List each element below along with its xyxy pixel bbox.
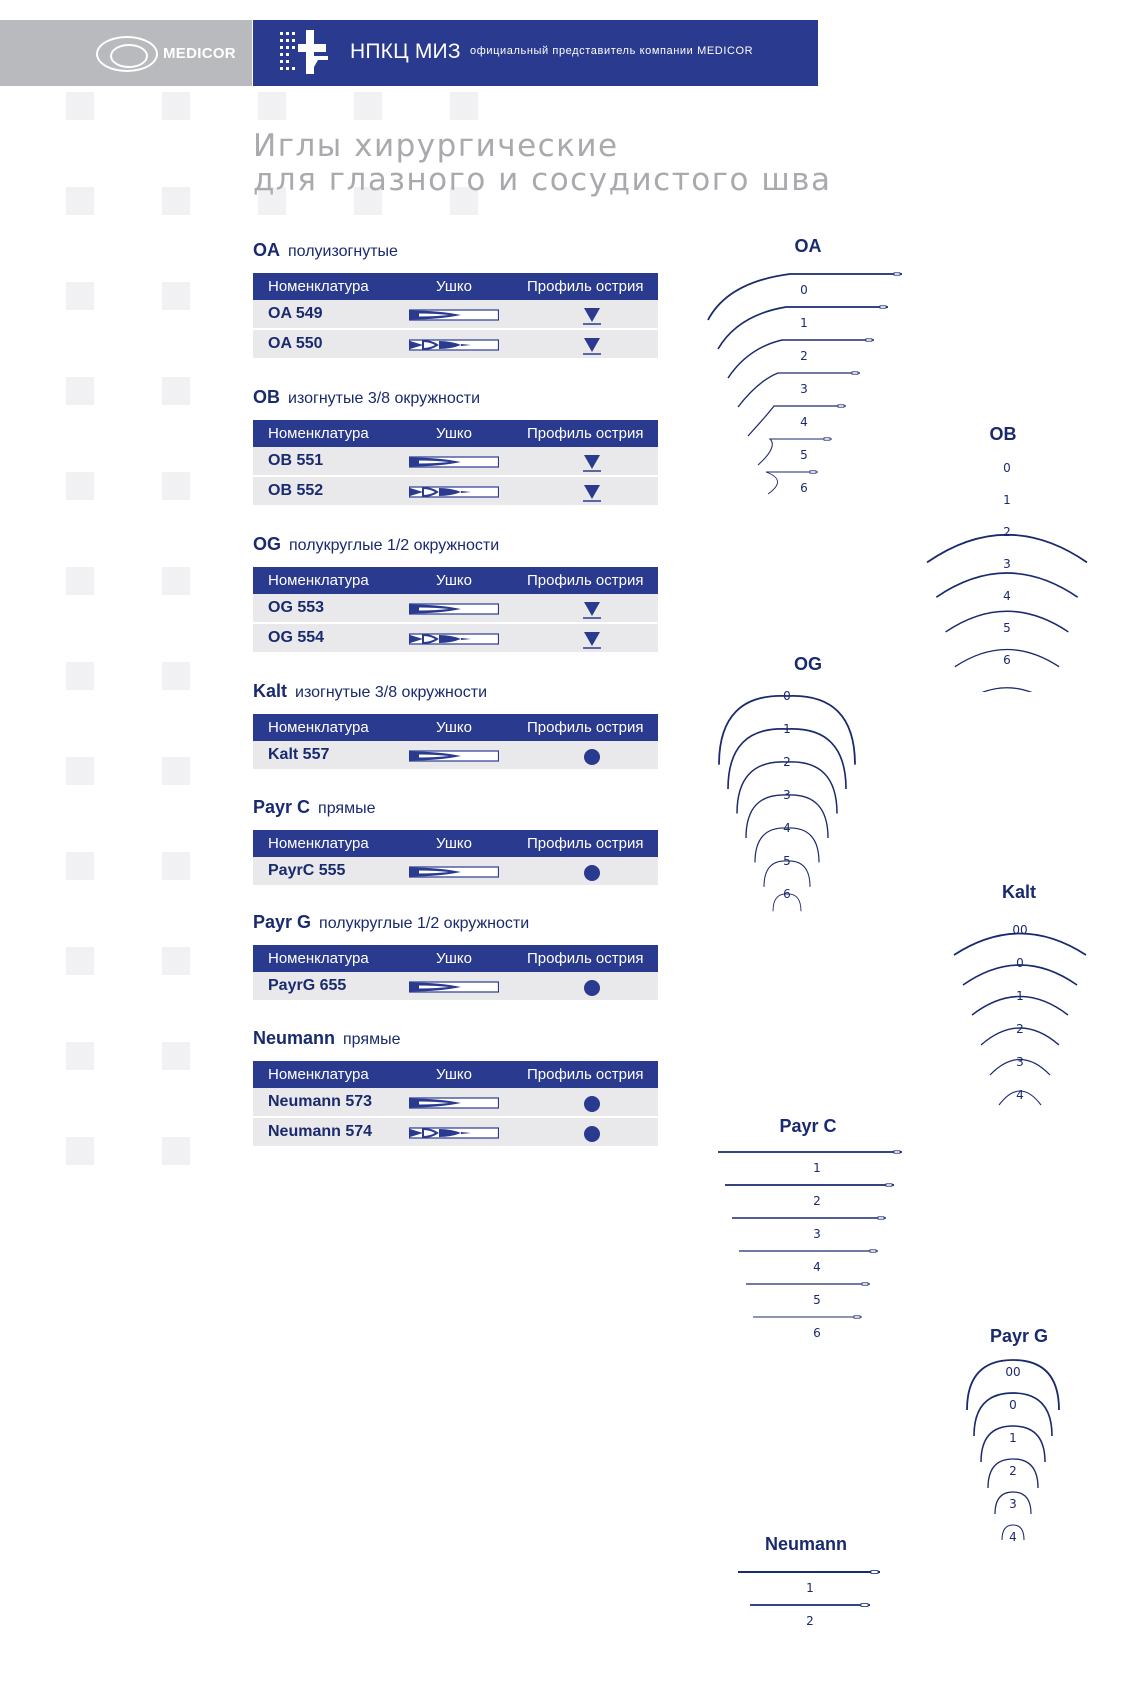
needle-eye — [810, 471, 816, 473]
kalt-needle-drawing — [940, 910, 1100, 1110]
background-square — [162, 852, 190, 880]
needle-curve — [766, 472, 818, 494]
triangle-profile-icon — [583, 454, 601, 472]
background-square — [354, 92, 382, 120]
kalt-needle-title: Kalt — [1001, 882, 1036, 902]
needle-size-label: 1 — [813, 1161, 821, 1175]
triangle-profile-icon — [583, 307, 601, 325]
needle-size-label: 3 — [800, 382, 808, 396]
background-square — [162, 187, 190, 215]
background-square — [66, 92, 94, 120]
needle-size-label: 4 — [1009, 1530, 1017, 1544]
needle-eye — [852, 372, 858, 374]
section-heading — [253, 681, 487, 702]
needle-size-label: 4 — [1016, 1088, 1024, 1102]
section-heading — [253, 797, 376, 818]
needle-eye — [861, 1604, 868, 1607]
table-header — [253, 420, 658, 447]
section-description: прямые — [343, 1031, 401, 1048]
table-header — [253, 1061, 658, 1088]
needle-table — [253, 567, 658, 654]
round-profile-icon — [583, 1095, 601, 1113]
section-heading — [253, 387, 480, 408]
closed-eye-icon — [409, 602, 499, 616]
background-square — [66, 377, 94, 405]
needle-size-label: 00 — [1005, 1365, 1021, 1379]
background-square — [162, 282, 190, 310]
needle-table — [253, 1061, 658, 1148]
round-profile-icon — [583, 979, 601, 997]
background-square — [66, 1137, 94, 1165]
needle-size-label: 6 — [783, 887, 791, 901]
needle-curve — [748, 406, 846, 436]
triangle-profile-icon — [583, 337, 601, 355]
column-header: Профиль острия — [527, 425, 644, 442]
oa-needle-title: OA — [794, 236, 822, 256]
closed-eye-icon — [409, 980, 499, 994]
table-row — [253, 330, 658, 360]
needle-size-label: 6 — [1003, 653, 1011, 667]
section-code: Neumann — [253, 1028, 336, 1048]
needle-size-label: 5 — [783, 854, 791, 868]
needle-eye — [854, 1316, 860, 1318]
background-square — [66, 472, 94, 500]
table-header — [253, 830, 658, 857]
needle-size-label: 1 — [806, 1581, 814, 1595]
payrg-needle-title: Payr G — [989, 1326, 1049, 1346]
background-square — [162, 377, 190, 405]
column-header: Ушко — [436, 950, 472, 967]
table-row — [253, 1088, 658, 1118]
neumann-needle-title: Neumann — [764, 1534, 847, 1554]
closed-eye-icon — [409, 865, 499, 879]
column-header: Ушко — [436, 835, 472, 852]
needle-size-label: 5 — [800, 448, 808, 462]
column-header: Ушко — [436, 719, 472, 736]
needle-eye — [871, 1571, 878, 1574]
background-square — [66, 282, 94, 310]
needle-size-label: 3 — [813, 1227, 821, 1241]
column-header: Номенклатура — [268, 835, 369, 852]
product-name: PayrG 655 — [268, 977, 347, 994]
column-header: Профиль острия — [527, 950, 644, 967]
column-header: Ушко — [436, 1066, 472, 1083]
section-code: OG — [253, 534, 282, 554]
product-name: OG 553 — [268, 599, 325, 616]
product-name: Kalt 557 — [268, 746, 330, 763]
section-heading — [253, 534, 499, 555]
needle-size-label: 0 — [1009, 1398, 1017, 1412]
background-square — [258, 92, 286, 120]
column-header: Ушко — [436, 278, 472, 295]
table-row — [253, 1118, 658, 1148]
section-heading — [253, 912, 529, 933]
needle-eye — [880, 306, 886, 308]
background-square — [66, 947, 94, 975]
column-header: Профиль острия — [527, 572, 644, 589]
needle-size-label: 3 — [1003, 557, 1011, 571]
product-name: OB 551 — [268, 452, 324, 469]
needle-eye — [824, 438, 830, 440]
needle-table — [253, 273, 658, 360]
background-square — [66, 187, 94, 215]
background-square — [162, 947, 190, 975]
section-description: изогнутые 3/8 окружности — [295, 684, 488, 701]
needle-size-label: 2 — [1009, 1464, 1017, 1478]
section-code: OB — [253, 387, 280, 407]
section-description: полуизогнутые — [288, 243, 398, 260]
needle-size-label: 4 — [800, 415, 808, 429]
org-subtitle: официальный представитель компании MEDICOR — [470, 45, 754, 57]
oa-needle-drawing — [700, 262, 910, 502]
page-title-line1: Иглы хирургические — [253, 128, 619, 164]
closed-eye-icon — [409, 749, 499, 763]
table-row — [253, 594, 658, 624]
product-name: OB 552 — [268, 482, 324, 499]
needle-size-label: 1 — [783, 722, 791, 736]
needle-size-label: 4 — [1003, 589, 1011, 603]
round-profile-icon — [583, 748, 601, 766]
needle-size-label: 00 — [1012, 923, 1028, 937]
table-row — [253, 624, 658, 654]
needle-eye — [894, 1151, 900, 1153]
page-title-line2: для глазного и сосудистого шва — [253, 162, 832, 198]
triangle-profile-icon — [583, 484, 601, 502]
table-header — [253, 945, 658, 972]
column-header: Профиль острия — [527, 1066, 644, 1083]
product-name: OA 550 — [268, 335, 323, 352]
column-header: Профиль острия — [527, 719, 644, 736]
needle-table — [253, 714, 658, 771]
needle-size-label: 6 — [813, 1326, 821, 1340]
table-row — [253, 972, 658, 1002]
needle-size-label: 3 — [783, 788, 791, 802]
needle-size-label: 1 — [800, 316, 808, 330]
needle-size-label: 0 — [800, 283, 808, 297]
background-square — [162, 472, 190, 500]
column-header: Профиль острия — [527, 278, 644, 295]
triangle-profile-icon — [583, 601, 601, 619]
needle-size-label: 1 — [1003, 493, 1011, 507]
needle-curve — [964, 688, 1050, 692]
section-code: Kalt — [253, 681, 288, 701]
background-square — [162, 757, 190, 785]
round-profile-icon — [583, 864, 601, 882]
needle-size-label: 4 — [813, 1260, 821, 1274]
needle-eye — [878, 1217, 884, 1219]
needle-size-label: 0 — [1016, 956, 1024, 970]
background-square — [450, 92, 478, 120]
section-code: Payr G — [253, 912, 312, 932]
needle-size-label: 2 — [1016, 1022, 1024, 1036]
spring-eye-icon — [409, 338, 499, 352]
section-heading — [253, 1028, 400, 1049]
product-name: Neumann 574 — [268, 1123, 373, 1140]
needle-eye — [862, 1283, 868, 1285]
needle-size-label: 4 — [783, 821, 791, 835]
needle-size-label: 2 — [800, 349, 808, 363]
column-header: Номенклатура — [268, 1066, 369, 1083]
needle-size-label: 6 — [800, 481, 808, 495]
ob-needle-title: OB — [989, 424, 1017, 444]
ob-needle-drawing — [920, 452, 1100, 692]
og-needle-drawing — [710, 682, 870, 912]
og-needle-title: OG — [793, 654, 822, 674]
column-header: Номенклатура — [268, 950, 369, 967]
product-name: PayrC 555 — [268, 862, 346, 879]
needle-size-label: 3 — [1016, 1055, 1024, 1069]
section-code: OA — [253, 240, 280, 260]
needle-curve — [758, 439, 832, 465]
background-square — [66, 567, 94, 595]
background-square — [66, 757, 94, 785]
needle-size-label: 3 — [1009, 1497, 1017, 1511]
spring-eye-icon — [409, 485, 499, 499]
needle-table — [253, 830, 658, 887]
closed-eye-icon — [409, 455, 499, 469]
needle-size-label: 0 — [783, 689, 791, 703]
round-profile-icon — [583, 1125, 601, 1143]
needle-size-label: 5 — [813, 1293, 821, 1307]
product-name: Neumann 573 — [268, 1093, 373, 1110]
needle-size-label: 2 — [813, 1194, 821, 1208]
spring-eye-icon — [409, 632, 499, 646]
column-header: Номенклатура — [268, 278, 369, 295]
section-description: изогнутые 3/8 окружности — [288, 390, 481, 407]
needle-size-label: 2 — [783, 755, 791, 769]
column-header: Номенклатура — [268, 572, 369, 589]
needle-eye — [894, 273, 900, 275]
needle-eye — [886, 1184, 892, 1186]
needle-size-label: 0 — [1003, 461, 1011, 475]
needle-curve — [738, 373, 860, 407]
background-square — [66, 1042, 94, 1070]
column-header: Номенклатура — [268, 425, 369, 442]
background-square — [66, 662, 94, 690]
table-row — [253, 857, 658, 887]
npkc-logo-icon — [280, 30, 328, 76]
background-square — [162, 1042, 190, 1070]
section-description: полукруглые 1/2 окружности — [289, 537, 500, 554]
triangle-profile-icon — [583, 631, 601, 649]
needle-curve — [708, 274, 902, 320]
background-square — [162, 662, 190, 690]
spring-eye-icon — [409, 1126, 499, 1140]
table-row — [253, 741, 658, 771]
table-row — [253, 477, 658, 507]
closed-eye-icon — [409, 308, 499, 322]
neumann-needle-drawing — [730, 1562, 890, 1642]
needle-size-label: 5 — [1003, 621, 1011, 635]
needle-size-label: 1 — [1009, 1431, 1017, 1445]
payrg-needle-drawing — [960, 1354, 1070, 1554]
column-header: Ушко — [436, 425, 472, 442]
background-square — [66, 852, 94, 880]
background-square — [162, 92, 190, 120]
column-header: Ушко — [436, 572, 472, 589]
needle-size-label: 2 — [1003, 525, 1011, 539]
closed-eye-icon — [409, 1096, 499, 1110]
needle-table — [253, 945, 658, 1002]
payrc-needle-drawing — [710, 1144, 910, 1354]
table-row — [253, 300, 658, 330]
table-row — [253, 447, 658, 477]
product-name: OA 549 — [268, 305, 323, 322]
needle-table — [253, 420, 658, 507]
column-header: Номенклатура — [268, 719, 369, 736]
needle-size-label: 2 — [806, 1614, 814, 1628]
needle-size-label: 1 — [1016, 989, 1024, 1003]
needle-eye — [870, 1250, 876, 1252]
payrc-needle-title: Payr C — [779, 1116, 837, 1136]
table-header — [253, 567, 658, 594]
section-description: прямые — [318, 800, 376, 817]
background-square — [162, 567, 190, 595]
section-code: Payr C — [253, 797, 311, 817]
product-name: OG 554 — [268, 629, 325, 646]
table-header — [253, 273, 658, 300]
table-header — [253, 714, 658, 741]
medicor-logo-icon — [96, 36, 158, 72]
background-square — [162, 1137, 190, 1165]
section-heading — [253, 240, 398, 261]
needle-eye — [866, 339, 872, 341]
medicor-brand-text: MEDICOR — [163, 45, 236, 62]
org-name: НПКЦ МИЗ — [350, 40, 461, 63]
column-header: Профиль острия — [527, 835, 644, 852]
section-description: полукруглые 1/2 окружности — [319, 915, 530, 932]
needle-eye — [838, 405, 844, 407]
